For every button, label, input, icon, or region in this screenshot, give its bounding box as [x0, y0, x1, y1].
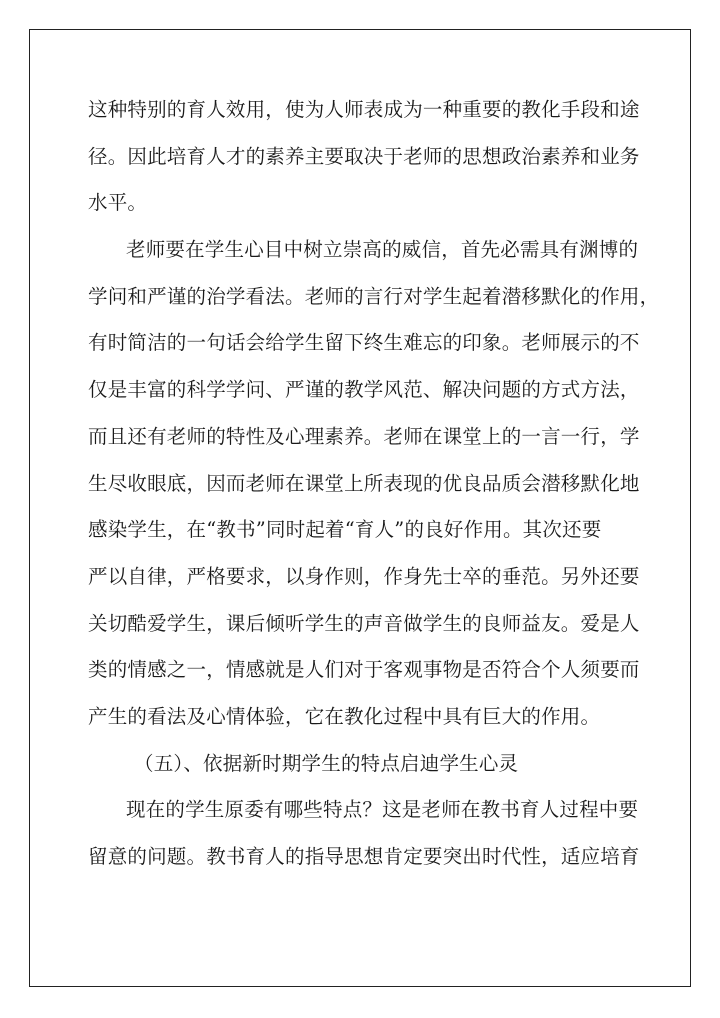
text-line: 学问和严谨的治学看法。老师的言行对学生起着潜移默化的作用， [88, 284, 660, 308]
text-line: 感染学生，在“教书”同时起着“育人”的良好作用。其次还要 [88, 518, 602, 542]
paragraph-first-line: 现在的学生原委有哪些特点？这是老师在教书育人过程中要 [126, 798, 639, 822]
text-line: 径。因此培育人才的素养主要取决于老师的思想政治素养和业务 [88, 144, 640, 168]
text-line: 类的情感之一，情感就是人们对于客观事物是否符合个人须要而 [88, 658, 640, 682]
text-line: 留意的问题。教书育人的指导思想肯定要突出时代性，适应培育 [88, 845, 640, 868]
text-line: 有时简洁的一句话会给学生留下终生难忘的印象。老师展示的不 [88, 331, 640, 355]
text-line: 而且还有老师的特性及心理素养。老师在课堂上的一言一行，学 [88, 424, 640, 448]
text-line: 仅是丰富的科学学问、严谨的教学风范、解决问题的方式方法， [88, 378, 640, 402]
text-line: 生尽收眼底，因而老师在课堂上所表现的优良品质会潜移默化地 [88, 471, 640, 495]
text-line: 产生的看法及心情体验，它在教化过程中具有巨大的作用。 [88, 704, 601, 728]
paragraph-first-line: 老师要在学生心目中树立崇高的威信，首先必需具有渊博的 [126, 238, 639, 262]
document-body [88, 90, 660, 884]
section-heading: （五）、依据新时期学生的特点启迪学生心灵 [134, 751, 519, 775]
text-line: 关切酷爱学生，课后倾听学生的声音做学生的良师益友。爱是人 [88, 611, 640, 635]
text-line: 严以自律，严格要求，以身作则，作身先士卒的垂范。另外还要 [88, 564, 640, 588]
text-line: 这种特别的育人效用，使为人师表成为一种重要的教化手段和途 [88, 98, 640, 121]
text-line: 水平。 [88, 191, 148, 215]
